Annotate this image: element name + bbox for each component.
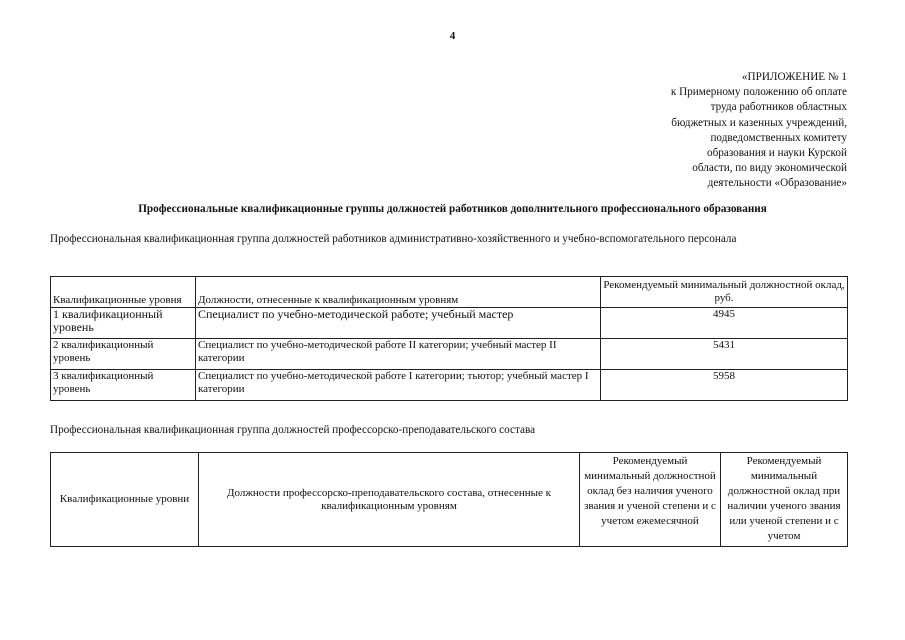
header-level: Квалификационные уровня	[51, 277, 196, 308]
document-title: Профессиональные квалификационные группы должностей работников дополнительного профессионального образования	[138, 203, 767, 215]
group2-table	[50, 452, 848, 547]
table-row	[51, 370, 848, 401]
row-level: 3 квалификационный уровень	[51, 370, 196, 401]
header-salary: Рекомендуемый минимальный должностной оклад, руб.	[601, 277, 848, 308]
row-positions: Специалист по учебно-методической работе II категории; учебный мастер II категории	[196, 339, 601, 370]
header-level: Квалификационные уровни	[51, 453, 199, 547]
appendix-line: деятельности «Образование»	[707, 177, 847, 190]
table-row	[51, 308, 848, 339]
appendix-line: образования и науки Курской	[706, 147, 847, 160]
header-positions: Должности профессорско-преподавательского состава, отнесенные к квалификационным уровням	[199, 453, 580, 547]
table-header-row	[51, 453, 848, 547]
header-salary-with-degree: Рекомендуемый минимальный должностной оклад при наличии ученого звания или ученой степени и с учетом	[721, 453, 848, 547]
appendix-line: «ПРИЛОЖЕНИЕ № 1	[741, 71, 847, 83]
row-positions: Специалист по учебно-методической работе; учебный мастер	[196, 308, 601, 339]
row-level: 1 квалификационный уровень	[51, 308, 196, 339]
row-salary: 5958	[601, 370, 848, 401]
row-salary: 5431	[601, 339, 848, 370]
appendix-line: к Примерному положению об оплате	[670, 86, 847, 99]
row-level: 2 квалификационный уровень	[51, 339, 196, 370]
page-number: 4	[449, 30, 456, 42]
table-row	[51, 339, 848, 370]
header-salary-without-degree: Рекомендуемый минимальный должностной оклад без наличия ученого звания и ученой степени и с учетом ежемесячной	[580, 453, 721, 547]
group1-table	[50, 276, 848, 401]
appendix-line: области, по виду экономической	[692, 162, 847, 175]
row-salary: 4945	[601, 308, 848, 339]
appendix-header	[587, 70, 847, 192]
appendix-line: подведомственных комитету	[710, 131, 847, 144]
header-positions: Должности, отнесенные к квалификационным уровням	[196, 277, 601, 308]
table-header-row	[51, 277, 848, 308]
appendix-line: бюджетных и казенных учреждений,	[671, 116, 847, 129]
group1-heading: Профессиональная квалификационная группа должностей работников административно-хозяйственного и учебно-вспомогательного персонала	[50, 233, 737, 245]
row-positions: Специалист по учебно-методической работе I категории; тьютор; учебный мастер I категории	[196, 370, 601, 401]
group2-heading: Профессиональная квалификационная группа должностей профессорско-преподавательского состава	[50, 424, 536, 436]
appendix-line: труда работников областных	[710, 101, 847, 114]
